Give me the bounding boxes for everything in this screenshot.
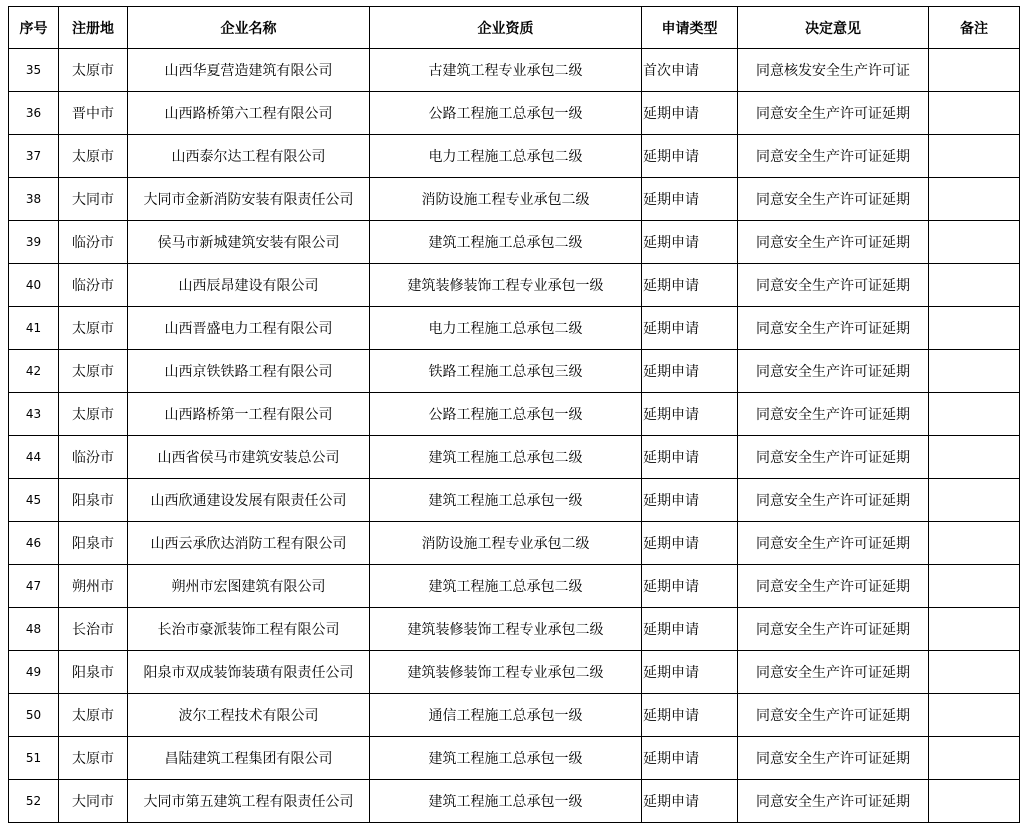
- cell-qualification: 电力工程施工总承包二级: [370, 135, 642, 178]
- cell-qualification: 建筑装修装饰工程专业承包二级: [370, 608, 642, 651]
- cell-decision: 同意安全生产许可证延期: [738, 135, 929, 178]
- header-application-type: 申请类型: [642, 7, 738, 49]
- cell-registration-city: 太原市: [59, 694, 128, 737]
- cell-company-name: 山西晋盛电力工程有限公司: [128, 307, 370, 350]
- cell-registration-city: 太原市: [59, 350, 128, 393]
- header-row: [9, 7, 1020, 49]
- cell-qualification: 公路工程施工总承包一级: [370, 393, 642, 436]
- cell-remarks: [929, 393, 1020, 436]
- cell-serial-number: 41: [9, 307, 59, 350]
- cell-serial-number: 50: [9, 694, 59, 737]
- cell-company-name: 山西京铁铁路工程有限公司: [128, 350, 370, 393]
- cell-qualification: 公路工程施工总承包一级: [370, 92, 642, 135]
- cell-serial-number: 42: [9, 350, 59, 393]
- table-row: [9, 49, 1020, 92]
- header-decision: 决定意见: [738, 7, 929, 49]
- cell-company-name: 长治市豪派装饰工程有限公司: [128, 608, 370, 651]
- cell-application-type: 延期申请: [642, 651, 738, 694]
- cell-decision: 同意安全生产许可证延期: [738, 221, 929, 264]
- cell-remarks: [929, 221, 1020, 264]
- header-registration-city: 注册地: [59, 7, 128, 49]
- cell-serial-number: 39: [9, 221, 59, 264]
- cell-remarks: [929, 565, 1020, 608]
- table-row: [9, 737, 1020, 780]
- cell-registration-city: 阳泉市: [59, 522, 128, 565]
- cell-registration-city: 晋中市: [59, 92, 128, 135]
- cell-application-type: 延期申请: [642, 264, 738, 307]
- cell-decision: 同意安全生产许可证延期: [738, 264, 929, 307]
- cell-application-type: 延期申请: [642, 178, 738, 221]
- cell-remarks: [929, 135, 1020, 178]
- cell-application-type: 延期申请: [642, 221, 738, 264]
- cell-decision: 同意安全生产许可证延期: [738, 350, 929, 393]
- cell-serial-number: 43: [9, 393, 59, 436]
- cell-qualification: 消防设施工程专业承包二级: [370, 178, 642, 221]
- cell-serial-number: 46: [9, 522, 59, 565]
- cell-qualification: 建筑工程施工总承包一级: [370, 737, 642, 780]
- cell-application-type: 延期申请: [642, 522, 738, 565]
- permit-table: [8, 6, 1020, 823]
- table-row: [9, 307, 1020, 350]
- cell-decision: 同意安全生产许可证延期: [738, 608, 929, 651]
- cell-company-name: 山西省侯马市建筑安装总公司: [128, 436, 370, 479]
- cell-serial-number: 48: [9, 608, 59, 651]
- cell-decision: 同意安全生产许可证延期: [738, 522, 929, 565]
- cell-decision: 同意安全生产许可证延期: [738, 651, 929, 694]
- cell-registration-city: 太原市: [59, 737, 128, 780]
- cell-remarks: [929, 479, 1020, 522]
- cell-remarks: [929, 350, 1020, 393]
- cell-registration-city: 临汾市: [59, 264, 128, 307]
- table-row: [9, 608, 1020, 651]
- cell-remarks: [929, 651, 1020, 694]
- table-row: [9, 135, 1020, 178]
- cell-application-type: 延期申请: [642, 565, 738, 608]
- table-row: [9, 221, 1020, 264]
- cell-remarks: [929, 522, 1020, 565]
- cell-remarks: [929, 608, 1020, 651]
- cell-qualification: 消防设施工程专业承包二级: [370, 522, 642, 565]
- table-row: [9, 264, 1020, 307]
- header-company-name: 企业名称: [128, 7, 370, 49]
- cell-decision: 同意安全生产许可证延期: [738, 780, 929, 823]
- cell-remarks: [929, 780, 1020, 823]
- header-remarks: 备注: [929, 7, 1020, 49]
- cell-registration-city: 阳泉市: [59, 479, 128, 522]
- cell-serial-number: 44: [9, 436, 59, 479]
- cell-decision: 同意安全生产许可证延期: [738, 393, 929, 436]
- cell-qualification: 电力工程施工总承包二级: [370, 307, 642, 350]
- cell-application-type: 延期申请: [642, 436, 738, 479]
- cell-remarks: [929, 436, 1020, 479]
- cell-application-type: 延期申请: [642, 608, 738, 651]
- cell-qualification: 建筑工程施工总承包二级: [370, 565, 642, 608]
- cell-registration-city: 太原市: [59, 49, 128, 92]
- cell-company-name: 大同市金新消防安装有限责任公司: [128, 178, 370, 221]
- table-row: [9, 522, 1020, 565]
- header-qualification: 企业资质: [370, 7, 642, 49]
- cell-application-type: 延期申请: [642, 479, 738, 522]
- cell-decision: 同意安全生产许可证延期: [738, 307, 929, 350]
- cell-application-type: 首次申请: [642, 49, 738, 92]
- cell-application-type: 延期申请: [642, 393, 738, 436]
- cell-application-type: 延期申请: [642, 694, 738, 737]
- cell-decision: 同意安全生产许可证延期: [738, 92, 929, 135]
- cell-company-name: 山西路桥第六工程有限公司: [128, 92, 370, 135]
- cell-decision: 同意安全生产许可证延期: [738, 479, 929, 522]
- cell-serial-number: 49: [9, 651, 59, 694]
- cell-registration-city: 临汾市: [59, 221, 128, 264]
- cell-qualification: 古建筑工程专业承包二级: [370, 49, 642, 92]
- table-row: [9, 178, 1020, 221]
- cell-qualification: 建筑工程施工总承包一级: [370, 479, 642, 522]
- cell-serial-number: 40: [9, 264, 59, 307]
- cell-company-name: 阳泉市双成装饰装璜有限责任公司: [128, 651, 370, 694]
- cell-qualification: 铁路工程施工总承包三级: [370, 350, 642, 393]
- cell-registration-city: 太原市: [59, 307, 128, 350]
- cell-qualification: 建筑工程施工总承包二级: [370, 436, 642, 479]
- cell-company-name: 山西云承欣达消防工程有限公司: [128, 522, 370, 565]
- cell-application-type: 延期申请: [642, 737, 738, 780]
- cell-application-type: 延期申请: [642, 350, 738, 393]
- table-row: [9, 651, 1020, 694]
- cell-decision: 同意安全生产许可证延期: [738, 694, 929, 737]
- cell-company-name: 朔州市宏图建筑有限公司: [128, 565, 370, 608]
- cell-qualification: 建筑工程施工总承包一级: [370, 780, 642, 823]
- cell-serial-number: 35: [9, 49, 59, 92]
- cell-decision: 同意安全生产许可证延期: [738, 178, 929, 221]
- cell-serial-number: 52: [9, 780, 59, 823]
- cell-company-name: 昌陆建筑工程集团有限公司: [128, 737, 370, 780]
- cell-serial-number: 51: [9, 737, 59, 780]
- cell-registration-city: 太原市: [59, 135, 128, 178]
- cell-registration-city: 长治市: [59, 608, 128, 651]
- cell-company-name: 波尔工程技术有限公司: [128, 694, 370, 737]
- cell-qualification: 通信工程施工总承包一级: [370, 694, 642, 737]
- cell-remarks: [929, 178, 1020, 221]
- cell-qualification: 建筑装修装饰工程专业承包一级: [370, 264, 642, 307]
- table-row: [9, 350, 1020, 393]
- cell-registration-city: 临汾市: [59, 436, 128, 479]
- table-row: [9, 92, 1020, 135]
- cell-application-type: 延期申请: [642, 135, 738, 178]
- cell-company-name: 大同市第五建筑工程有限责任公司: [128, 780, 370, 823]
- cell-qualification: 建筑工程施工总承包二级: [370, 221, 642, 264]
- cell-remarks: [929, 264, 1020, 307]
- header-serial-number: 序号: [9, 7, 59, 49]
- cell-remarks: [929, 49, 1020, 92]
- cell-registration-city: 大同市: [59, 178, 128, 221]
- cell-decision: 同意安全生产许可证延期: [738, 737, 929, 780]
- cell-application-type: 延期申请: [642, 92, 738, 135]
- cell-serial-number: 45: [9, 479, 59, 522]
- cell-company-name: 山西泰尔达工程有限公司: [128, 135, 370, 178]
- cell-registration-city: 阳泉市: [59, 651, 128, 694]
- cell-registration-city: 大同市: [59, 780, 128, 823]
- cell-application-type: 延期申请: [642, 780, 738, 823]
- cell-company-name: 山西路桥第一工程有限公司: [128, 393, 370, 436]
- cell-decision: 同意核发安全生产许可证: [738, 49, 929, 92]
- cell-serial-number: 47: [9, 565, 59, 608]
- cell-remarks: [929, 92, 1020, 135]
- cell-company-name: 山西辰昂建设有限公司: [128, 264, 370, 307]
- cell-decision: 同意安全生产许可证延期: [738, 436, 929, 479]
- table-row: [9, 436, 1020, 479]
- cell-decision: 同意安全生产许可证延期: [738, 565, 929, 608]
- cell-qualification: 建筑装修装饰工程专业承包二级: [370, 651, 642, 694]
- table-row: [9, 780, 1020, 823]
- cell-application-type: 延期申请: [642, 307, 738, 350]
- table-row: [9, 694, 1020, 737]
- cell-company-name: 山西欣通建设发展有限责任公司: [128, 479, 370, 522]
- cell-serial-number: 37: [9, 135, 59, 178]
- cell-registration-city: 朔州市: [59, 565, 128, 608]
- cell-serial-number: 36: [9, 92, 59, 135]
- cell-remarks: [929, 737, 1020, 780]
- cell-company-name: 侯马市新城建筑安装有限公司: [128, 221, 370, 264]
- cell-remarks: [929, 694, 1020, 737]
- cell-company-name: 山西华夏营造建筑有限公司: [128, 49, 370, 92]
- table-row: [9, 393, 1020, 436]
- table-row: [9, 565, 1020, 608]
- table-row: [9, 479, 1020, 522]
- cell-remarks: [929, 307, 1020, 350]
- cell-registration-city: 太原市: [59, 393, 128, 436]
- cell-serial-number: 38: [9, 178, 59, 221]
